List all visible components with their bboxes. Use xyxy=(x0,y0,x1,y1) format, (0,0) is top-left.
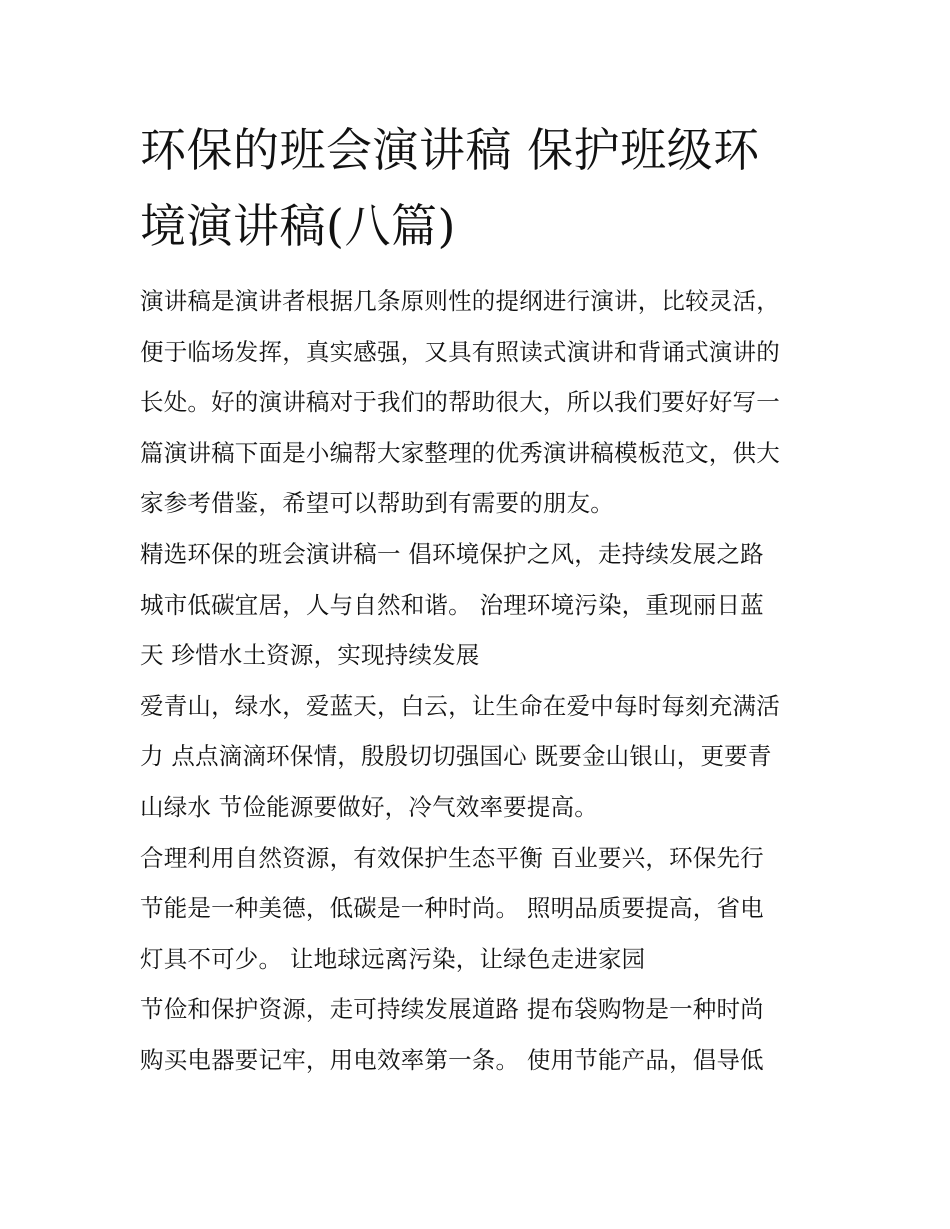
title-line: 环保的班会演讲稿 保护班级环 xyxy=(140,123,760,177)
text-line: 篇演讲稿下面是小编帮大家整理的优秀演讲稿模板范文，供大 xyxy=(140,438,780,467)
text-line: 便于临场发挥，真实感强，又具有照读式演讲和背诵式演讲的 xyxy=(140,337,780,366)
text-line: 灯具不可少。 让地球远离污染，让绿色走进家园 xyxy=(140,944,646,973)
document-title xyxy=(140,112,820,264)
text-line: 爱青山，绿水，爱蓝天，白云，让生命在爱中每时每刻充满活 xyxy=(140,691,780,720)
text-line: 城市低碳宜居，人与自然和谐。 治理环境污染，重现丽日蓝 xyxy=(140,590,764,619)
text-line: 家参考借鉴，希望可以帮助到有需要的朋友。 xyxy=(140,489,614,518)
text-line: 合理利用自然资源，有效保护生态平衡 百业要兴，环保先行 xyxy=(140,843,764,872)
text-line: 购买电器要记牢，用电效率第一条。 使用节能产品，倡导低 xyxy=(140,1045,764,1074)
text-line: 长处。好的演讲稿对于我们的帮助很大，所以我们要好好写一 xyxy=(140,388,780,417)
document-body xyxy=(140,276,820,1086)
title-line: 境演讲稿(八篇) xyxy=(140,199,456,253)
text-line: 力 点点滴滴环保情，殷殷切切强国心 既要金山银山，更要青 xyxy=(140,742,772,771)
text-line: 节俭和保护资源，走可持续发展道路 提布袋购物是一种时尚 xyxy=(140,995,764,1024)
text-line: 山绿水 节俭能源要做好，冷气效率要提高。 xyxy=(140,792,598,821)
text-line: 节能是一种美德，低碳是一种时尚。 照明品质要提高，省电 xyxy=(140,894,764,923)
text-line: 天 珍惜水土资源，实现持续发展 xyxy=(140,641,480,670)
text-line: 精选环保的班会演讲稿一 倡环境保护之风，走持续发展之路 xyxy=(140,539,764,568)
text-line: 演讲稿是演讲者根据几条原则性的提纲进行演讲，比较灵活， xyxy=(140,287,780,315)
